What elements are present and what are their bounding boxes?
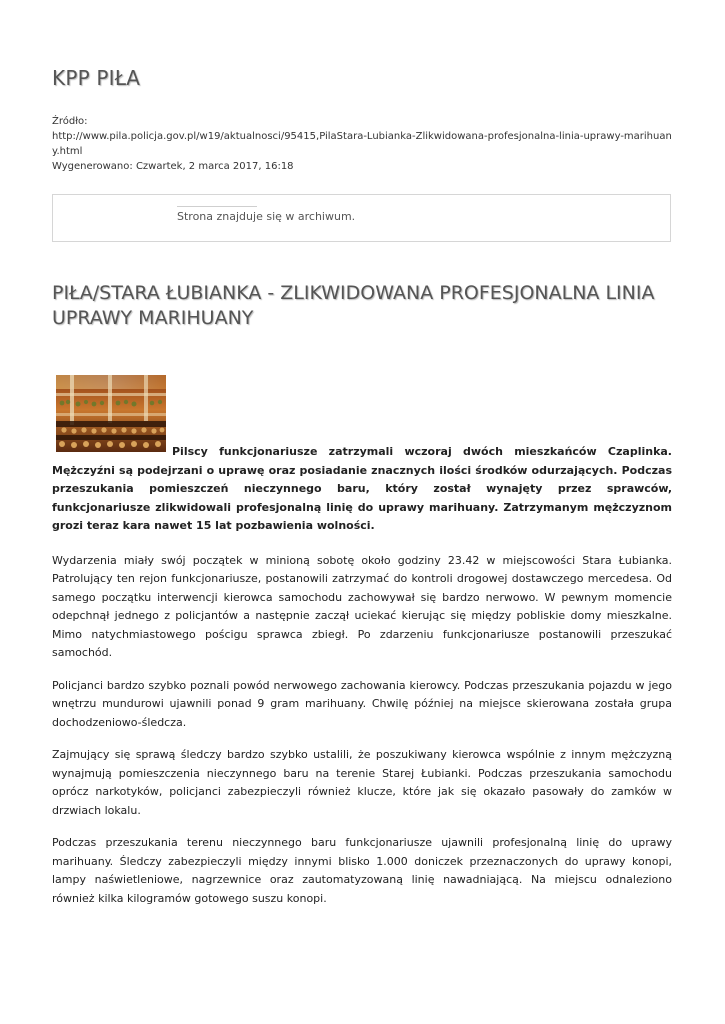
source-url[interactable]: http://www.pila.policja.gov.pl/w19/aktualnosci/95415,PilaStara-Lubianka-Zlikwidowana-profesjonalna-linia-uprawy-marihuany.html [52, 131, 672, 157]
article-title: PIŁA/STARA ŁUBIANKA - ZLIKWIDOWANA PROFESJONALNA LINIA UPRAWY MARIHUANY [52, 282, 655, 329]
article-body [52, 443, 672, 922]
article-paragraph: Zajmujący się sprawą śledczy bardzo szybko ustalili, że poszukiwany kierowca wspólnie z innym mężczyzną wynajmują pomieszczenia nieczynnego baru na terenie Starej Łubianki. Podczas przeszukania samochodu oprócz narkotyków, policjanci zabezpieczyli również klucze, które jak się okazało pasowały do zamków w drzwiach lokalu. [52, 748, 672, 817]
article-paragraph: Wydarzenia miały swój początek w minioną sobotę około godziny 23.42 w miejscowości Stara Łubianka. Patrolujący ten rejon funkcjonariusze, postanowili zatrzymać do kontroli drogowej dostawczego mercedesa. Od samego początku interwencji kierowca samochodu zachowywał się bardzo nerwowo. W pewnym momencie odepchnął jednego z policjantów a następnie zaczął uciekać kierując się między pobliskie domy mieszkalne. Mimo natychmiastowego pościgu sprawca zbiegł. Po zdarzeniu funkcjonariusze postanowili przeszukać samochód. [52, 553, 672, 659]
article-photo [56, 375, 166, 452]
source-label: Źródło: [52, 116, 88, 127]
article-lead: Pilscy funkcjonariusze zatrzymali wczoraj dwóch mieszkańców Czaplinka. Mężczyźni są podejrzani o uprawę oraz posiadanie znacznych ilości środków odurzających. Podczas przeszukania pomieszczeń nieczynnego baru, który został wynajęty przez sprawców, funkcjonariusze zlikwidowali profesjonalną linię do uprawy marihuany. Zatrzymanym mężczyznom grozi teraz kara nawet 15 lat pozbawienia wolności. [52, 445, 672, 532]
archive-divider [177, 206, 257, 207]
site-title: KPP PIŁA [52, 66, 141, 90]
archive-notice: Strona znajduje się w archiwum. [177, 210, 356, 223]
article-paragraph: Podczas przeszukania terenu nieczynnego baru funkcjonariusze ujawnili profesjonalną linię do uprawy marihuany. Śledczy zabezpieczyli między innymi blisko 1.000 doniczek przeznaczonych do uprawy konopi, lampy naświetleniowe, nagrzewnice oraz zautomatyzowaną linię nawadniającą. Na miejscu odnaleziono również kilka kilogramów gotowego suszu konopi. [52, 836, 672, 905]
article-paragraph: Policjanci bardzo szybko poznali powód nerwowego zachowania kierowcy. Podczas przeszukania pojazdu w jego wnętrzu mundurowi ujawnili ponad 9 gram marihuany. Chwilę później na miejsce skierowana została grupa dochodzeniowo-śledcza. [52, 678, 672, 729]
document-meta [52, 114, 677, 174]
generated-date: Wygenerowano: Czwartek, 2 marca 2017, 16:18 [52, 161, 294, 172]
seedling-trays-image [56, 375, 166, 452]
archive-notice-box [52, 194, 671, 242]
